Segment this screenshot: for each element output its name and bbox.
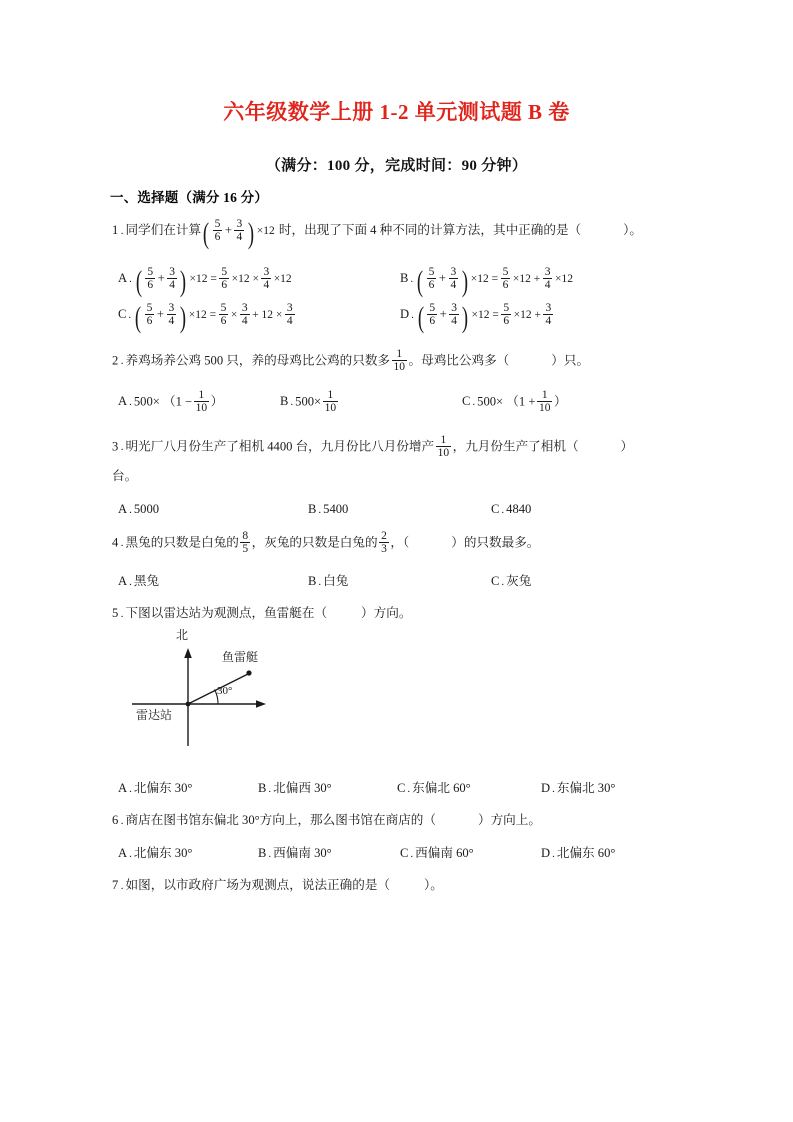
option-letter: A: [118, 781, 128, 795]
option-letter: A: [118, 574, 128, 588]
option-label: 西偏南 60°: [415, 846, 474, 860]
option-letter: C: [462, 393, 471, 408]
question-1-option-c[interactable]: C . ( $\frac{5}{6}$ + $\frac{3}{4}$ ) ×12 = $\frac{5}{6}$ × $\frac{3}{4}$ + 12 × $\frac{3}{4}$: [118, 301, 293, 335]
question-1-number: 1: [112, 222, 119, 237]
question-4-option-a[interactable]: A . 黑兔: [118, 574, 160, 588]
option-letter: C: [491, 574, 500, 588]
diagram-target-label: 鱼雷艇: [222, 650, 259, 664]
option-letter: B: [258, 846, 267, 860]
question-6-number: 6: [112, 813, 119, 827]
option-label: 东偏北 30°: [556, 781, 616, 795]
question-2-option-a[interactable]: A . 500× （1 − $\frac{1}{10}$ ）: [118, 389, 224, 415]
question-1-text-after: 时，出现了下面 4 种不同的计算方法，其中正确的是（: [278, 222, 582, 237]
question-4-text-part2: ，灰兔的只数是白兔的: [251, 535, 378, 550]
question-5-text-end: ）方向。: [361, 606, 412, 620]
option-label: 4840: [506, 502, 532, 516]
question-4-text-part3: ，（: [390, 535, 410, 550]
question-1-text-before: 同学们在计算: [125, 222, 202, 237]
question-2-text-part2: 。母鸡比公鸡多（: [408, 353, 510, 368]
question-4-option-b[interactable]: B . 白兔: [308, 574, 349, 588]
question-6-text: 商店在图书馆东偏北 30°方向上，那么图书馆在商店的（: [125, 813, 436, 827]
question-2-text-part3: ）只。: [551, 353, 590, 368]
question-1-stem: 1 . 同学们在计算( $\frac{5}{6}$ + $\frac{3}{4}$ ) ×12 时，出现了下面 4 种不同的计算方法，其中正确的是（ ）。: [112, 217, 643, 251]
question-6-option-b[interactable]: B . 西偏南 30°: [258, 846, 332, 860]
question-3-stem: 3 . 明光厂八月份生产了相机 4400 台，九月份比八月份增产 $\frac{1}{10}$ ，九月份生产了相机（ ）: [112, 434, 634, 460]
question-5-diagram: [132, 624, 422, 756]
option-label: 5000: [133, 502, 160, 516]
question-2-option-c[interactable]: C . 500× （1 + $\frac{1}{10}$ ）: [462, 389, 567, 415]
question-5-text: 下图以雷达站为观测点，鱼雷艇在（: [125, 606, 328, 620]
question-4-option-c[interactable]: C . 灰兔: [491, 574, 532, 588]
option-letter: A: [118, 502, 128, 516]
option-letter: C: [400, 846, 409, 860]
option-label: 东偏北 60°: [412, 781, 471, 795]
question-1-option-d[interactable]: D . ( $\frac{5}{6}$ + $\frac{3}{4}$ ) ×12 = $\frac{5}{6}$ ×12 + $\frac{3}{4}$: [400, 301, 552, 335]
option-letter: B: [258, 781, 267, 795]
question-3-text-part1: 明光厂八月份生产了相机 4400 台，九月份比八月份增产: [125, 439, 435, 454]
option-label: 北偏东 60°: [556, 846, 616, 860]
question-3-number: 3: [112, 439, 119, 454]
option-label: 灰兔: [506, 574, 532, 588]
page-subtitle: （满分：100 分，完成时间：90 分钟）: [265, 158, 528, 174]
option-letter: D: [541, 846, 551, 860]
question-4-number: 4: [112, 535, 119, 550]
option-letter: C: [118, 306, 127, 321]
question-5-option-d[interactable]: D . 东偏北 30°: [541, 781, 616, 795]
option-label: 白兔: [323, 574, 349, 588]
question-2-number: 2: [112, 353, 119, 368]
option-label: 北偏东 30°: [133, 781, 193, 795]
question-3-option-c[interactable]: C . 4840: [491, 502, 532, 516]
option-label: 黑兔: [133, 574, 160, 588]
option-letter: A: [118, 393, 128, 408]
radar-direction-diagram: [132, 624, 422, 756]
question-7-stem: 7 . 如图，以市政府广场为观测点，说法正确的是（ ）。: [112, 878, 443, 892]
question-7-number: 7: [112, 878, 119, 892]
option-letter: D: [400, 306, 410, 321]
north-arrowhead: [184, 648, 192, 658]
option-letter: B: [308, 502, 317, 516]
question-5-option-b[interactable]: B . 北偏西 30°: [258, 781, 332, 795]
option-letter: D: [541, 781, 551, 795]
option-label: 5400: [323, 502, 349, 516]
page-title: 六年级数学上册 1-2 单元测试题 B 卷: [223, 100, 570, 124]
question-5-number: 5: [112, 606, 119, 620]
question-1-option-a[interactable]: A . ( $\frac{5}{6}$ + $\frac{3}{4}$ ) ×12 = $\frac{5}{6}$ ×12 × $\frac{3}{4}$ ×12: [118, 265, 292, 299]
question-6-text-end: ）方向上。: [477, 813, 541, 827]
question-4-text-part4: ）的只数最多。: [451, 535, 540, 550]
question-5-stem: 5 . 下图以雷达站为观测点，鱼雷艇在（ ）方向。: [112, 606, 412, 620]
question-7-text-end: ）。: [424, 878, 443, 892]
question-3-option-b[interactable]: B . 5400: [308, 502, 349, 516]
diagram-angle-label: 30°: [217, 685, 233, 697]
option-letter: B: [400, 270, 409, 285]
option-label: 北偏西 30°: [273, 781, 332, 795]
option-label: 北偏东 30°: [133, 846, 193, 860]
question-6-option-c[interactable]: C . 西偏南 60°: [400, 846, 474, 860]
question-1-text-end: ）。: [623, 222, 643, 237]
question-5-option-c[interactable]: C . 东偏北 60°: [397, 781, 471, 795]
option-label: 西偏南 30°: [273, 846, 332, 860]
question-6-stem: 6 . 商店在图书馆东偏北 30°方向上，那么图书馆在商店的（ ）方向上。: [112, 813, 541, 827]
east-arrowhead: [256, 700, 266, 708]
question-4-stem: 4 . 黑兔的只数是白兔的 $\frac{8}{5}$ ，灰兔的只数是白兔的 $\frac{2}{3}$ ，（ ）的只数最多。: [112, 530, 540, 556]
diagram-north-label: 北: [176, 628, 189, 642]
question-2-option-b[interactable]: B . 500× $\frac{1}{10}$: [280, 389, 337, 415]
question-3-option-a[interactable]: A . 5000: [118, 502, 160, 516]
question-5-option-a[interactable]: A . 北偏东 30°: [118, 781, 193, 795]
question-2-stem: 2 . 养鸡场养公鸡 500 只，养的母鸡比公鸡的只数多 $\frac{1}{10}$ 。母鸡比公鸡多（ ）只。: [112, 348, 590, 374]
option-letter: C: [397, 781, 406, 795]
question-3-text-part2: ，九月份生产了相机（: [452, 439, 579, 454]
question-7-text: 如图，以市政府广场为观测点，说法正确的是（: [125, 878, 391, 892]
option-letter: A: [118, 270, 128, 285]
question-1-expression: ( $\frac{5}{6}$ + $\frac{3}{4}$ ) ×12: [203, 217, 275, 251]
option-letter: C: [491, 502, 500, 516]
question-4-text-part1: 黑兔的只数是白兔的: [125, 535, 239, 550]
question-3-continuation: 台。: [112, 469, 138, 483]
option-letter: B: [280, 393, 289, 408]
option-letter: A: [118, 846, 128, 860]
question-6-option-d[interactable]: D . 北偏东 60°: [541, 846, 616, 860]
option-letter: B: [308, 574, 317, 588]
question-6-option-a[interactable]: A . 北偏东 30°: [118, 846, 193, 860]
diagram-origin-label: 雷达站: [136, 708, 173, 722]
torpedo-boat-point: [246, 670, 251, 675]
section-heading-choice: 一、选择题（满分 16 分）: [110, 190, 269, 205]
origin-point: [186, 702, 191, 707]
question-1-option-b[interactable]: B . ( $\frac{5}{6}$ + $\frac{3}{4}$ ) ×12 = $\frac{5}{6}$ ×12 + $\frac{3}{4}$ ×12: [400, 265, 573, 299]
question-2-text-part1: 养鸡场养公鸡 500 只，养的母鸡比公鸡的只数多: [125, 353, 391, 368]
question-3-text-part3: ）: [620, 439, 634, 454]
